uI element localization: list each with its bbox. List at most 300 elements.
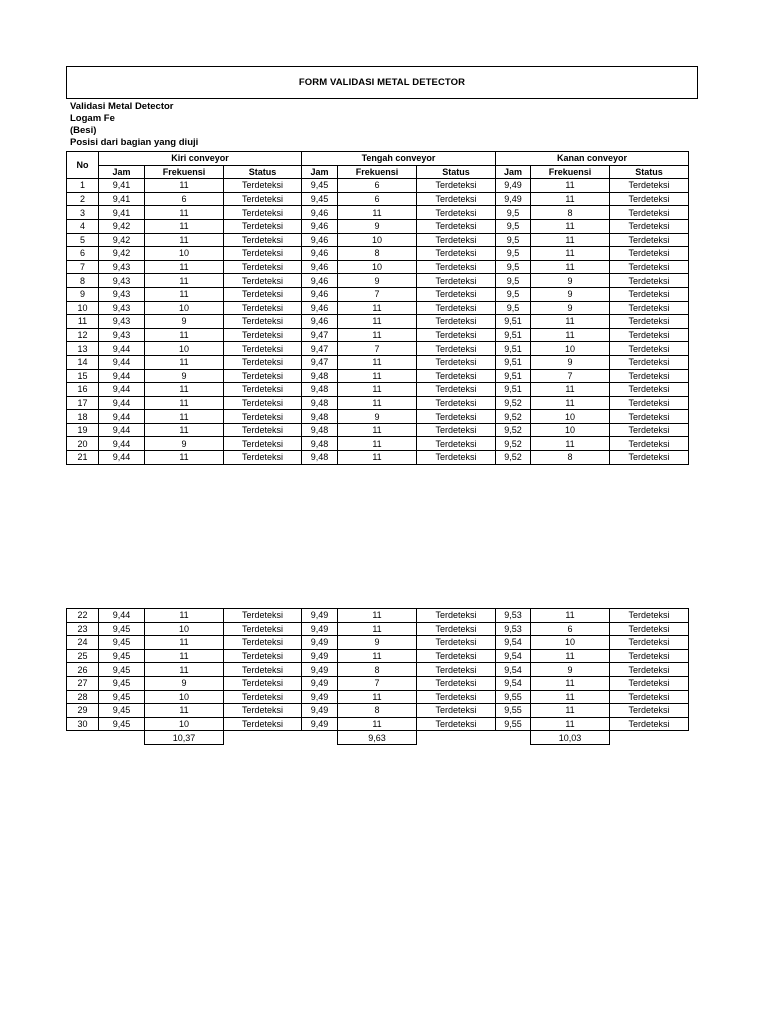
cell-status-kanan: Terdeteksi bbox=[610, 315, 689, 329]
cell-status-kanan: Terdeteksi bbox=[610, 219, 689, 233]
cell-frekuensi-kiri: 10 bbox=[145, 717, 224, 731]
cell-frekuensi-tengah: 11 bbox=[338, 423, 417, 437]
cell-jam-kiri: 9,43 bbox=[99, 287, 145, 301]
cell-status-kanan: Terdeteksi bbox=[610, 410, 689, 424]
cell-no: 3 bbox=[67, 206, 99, 220]
cell-status-kiri: Terdeteksi bbox=[224, 717, 302, 731]
cell-status-tengah: Terdeteksi bbox=[417, 704, 496, 718]
cell-jam-tengah: 9,49 bbox=[302, 609, 338, 623]
cell-frekuensi-tengah: 11 bbox=[338, 609, 417, 623]
table-row bbox=[67, 437, 689, 451]
cell-frekuensi-kiri: 11 bbox=[145, 274, 224, 288]
header-jam: Jam bbox=[302, 165, 338, 179]
cell-jam-kiri: 9,45 bbox=[99, 704, 145, 718]
cell-no: 27 bbox=[67, 676, 99, 690]
cell-frekuensi-kiri: 11 bbox=[145, 355, 224, 369]
cell-jam-tengah: 9,49 bbox=[302, 649, 338, 663]
cell-status-kanan: Terdeteksi bbox=[610, 328, 689, 342]
cell-status-kiri: Terdeteksi bbox=[224, 649, 302, 663]
cell-jam-kiri: 9,45 bbox=[99, 649, 145, 663]
table-row bbox=[67, 260, 689, 274]
header-status: Status bbox=[417, 165, 496, 179]
cell-jam-kanan: 9,51 bbox=[496, 315, 531, 329]
cell-status-kanan: Terdeteksi bbox=[610, 437, 689, 451]
cell-status-kiri: Terdeteksi bbox=[224, 423, 302, 437]
cell-no: 23 bbox=[67, 622, 99, 636]
cell-frekuensi-kanan: 11 bbox=[531, 328, 610, 342]
cell-jam-tengah: 9,48 bbox=[302, 451, 338, 465]
cell-frekuensi-tengah: 11 bbox=[338, 451, 417, 465]
cell-frekuensi-kiri: 10 bbox=[145, 301, 224, 315]
cell-status-tengah: Terdeteksi bbox=[417, 328, 496, 342]
cell-frekuensi-kanan: 11 bbox=[531, 609, 610, 623]
cell-jam-kiri: 9,43 bbox=[99, 260, 145, 274]
cell-jam-kiri: 9,41 bbox=[99, 192, 145, 206]
cell-status-tengah: Terdeteksi bbox=[417, 451, 496, 465]
cell-status-kanan: Terdeteksi bbox=[610, 247, 689, 261]
cell-frekuensi-kiri: 11 bbox=[145, 260, 224, 274]
cell-frekuensi-tengah: 7 bbox=[338, 287, 417, 301]
cell-status-kiri: Terdeteksi bbox=[224, 636, 302, 650]
cell-jam-kiri: 9,45 bbox=[99, 663, 145, 677]
cell-status-tengah: Terdeteksi bbox=[417, 287, 496, 301]
cell-status-kanan: Terdeteksi bbox=[610, 260, 689, 274]
cell-jam-kiri: 9,45 bbox=[99, 717, 145, 731]
table-row bbox=[67, 423, 689, 437]
cell-frekuensi-kanan: 10 bbox=[531, 410, 610, 424]
cell-status-tengah: Terdeteksi bbox=[417, 260, 496, 274]
cell-frekuensi-tengah: 11 bbox=[338, 301, 417, 315]
cell-frekuensi-kiri: 11 bbox=[145, 206, 224, 220]
cell-status-tengah: Terdeteksi bbox=[417, 636, 496, 650]
cell-jam-tengah: 9,46 bbox=[302, 287, 338, 301]
table-row bbox=[67, 192, 689, 206]
cell-jam-kiri: 9,44 bbox=[99, 369, 145, 383]
meta-line-3: (Besi) bbox=[70, 125, 97, 136]
cell-no: 8 bbox=[67, 274, 99, 288]
cell-jam-kanan: 9,51 bbox=[496, 328, 531, 342]
cell-frekuensi-kanan: 10 bbox=[531, 636, 610, 650]
cell-status-kanan: Terdeteksi bbox=[610, 301, 689, 315]
cell-status-kiri: Terdeteksi bbox=[224, 622, 302, 636]
cell-frekuensi-tengah: 6 bbox=[338, 192, 417, 206]
form-title: FORM VALIDASI METAL DETECTOR bbox=[66, 66, 698, 99]
validation-table-continued bbox=[66, 608, 689, 745]
cell-jam-kiri: 9,44 bbox=[99, 423, 145, 437]
cell-status-kanan: Terdeteksi bbox=[610, 676, 689, 690]
cell-status-kiri: Terdeteksi bbox=[224, 383, 302, 397]
cell-frekuensi-tengah: 9 bbox=[338, 274, 417, 288]
cell-status-tengah: Terdeteksi bbox=[417, 206, 496, 220]
cell-jam-kanan: 9,52 bbox=[496, 410, 531, 424]
cell-jam-kiri: 9,45 bbox=[99, 690, 145, 704]
validation-table bbox=[66, 151, 689, 465]
cell-status-kanan: Terdeteksi bbox=[610, 690, 689, 704]
cell-jam-kiri: 9,42 bbox=[99, 219, 145, 233]
cell-frekuensi-tengah: 10 bbox=[338, 260, 417, 274]
cell-no: 17 bbox=[67, 396, 99, 410]
cell-status-kanan: Terdeteksi bbox=[610, 274, 689, 288]
cell-frekuensi-kanan: 11 bbox=[531, 717, 610, 731]
table-row bbox=[67, 649, 689, 663]
cell-frekuensi-tengah: 7 bbox=[338, 342, 417, 356]
cell-frekuensi-tengah: 11 bbox=[338, 355, 417, 369]
cell-jam-tengah: 9,48 bbox=[302, 423, 338, 437]
cell-jam-tengah: 9,49 bbox=[302, 704, 338, 718]
cell-jam-tengah: 9,49 bbox=[302, 676, 338, 690]
cell-status-kanan: Terdeteksi bbox=[610, 609, 689, 623]
cell-status-kanan: Terdeteksi bbox=[610, 179, 689, 193]
cell-frekuensi-kiri: 11 bbox=[145, 636, 224, 650]
cell-status-kanan: Terdeteksi bbox=[610, 383, 689, 397]
cell-frekuensi-kiri: 9 bbox=[145, 369, 224, 383]
cell-frekuensi-kanan: 11 bbox=[531, 437, 610, 451]
cell-frekuensi-tengah: 8 bbox=[338, 704, 417, 718]
cell-status-kiri: Terdeteksi bbox=[224, 609, 302, 623]
cell-jam-tengah: 9,46 bbox=[302, 301, 338, 315]
cell-frekuensi-kiri: 10 bbox=[145, 247, 224, 261]
cell-status-tengah: Terdeteksi bbox=[417, 383, 496, 397]
cell-no: 7 bbox=[67, 260, 99, 274]
cell-no: 5 bbox=[67, 233, 99, 247]
cell-jam-kanan: 9,51 bbox=[496, 369, 531, 383]
table-row bbox=[67, 233, 689, 247]
average-tengah: 9,63 bbox=[338, 731, 417, 745]
cell-no: 12 bbox=[67, 328, 99, 342]
cell-frekuensi-kanan: 9 bbox=[531, 287, 610, 301]
table-row bbox=[67, 301, 689, 315]
cell-frekuensi-kiri: 6 bbox=[145, 192, 224, 206]
cell-status-tengah: Terdeteksi bbox=[417, 179, 496, 193]
cell-jam-kanan: 9,54 bbox=[496, 649, 531, 663]
table-row bbox=[67, 247, 689, 261]
cell-status-kanan: Terdeteksi bbox=[610, 206, 689, 220]
cell-jam-kanan: 9,54 bbox=[496, 636, 531, 650]
cell-status-tengah: Terdeteksi bbox=[417, 717, 496, 731]
cell-jam-kiri: 9,41 bbox=[99, 179, 145, 193]
cell-jam-tengah: 9,46 bbox=[302, 315, 338, 329]
cell-frekuensi-kanan: 8 bbox=[531, 206, 610, 220]
cell-no: 16 bbox=[67, 383, 99, 397]
header-tengah-conveyor: Tengah conveyor bbox=[302, 152, 496, 166]
cell-status-kiri: Terdeteksi bbox=[224, 451, 302, 465]
cell-no: 11 bbox=[67, 315, 99, 329]
cell-status-tengah: Terdeteksi bbox=[417, 247, 496, 261]
table-row bbox=[67, 274, 689, 288]
table-row bbox=[67, 179, 689, 193]
cell-jam-kiri: 9,44 bbox=[99, 355, 145, 369]
cell-frekuensi-kiri: 10 bbox=[145, 342, 224, 356]
cell-no: 22 bbox=[67, 609, 99, 623]
cell-status-tengah: Terdeteksi bbox=[417, 423, 496, 437]
cell-frekuensi-kanan: 7 bbox=[531, 369, 610, 383]
cell-no: 9 bbox=[67, 287, 99, 301]
cell-jam-tengah: 9,46 bbox=[302, 206, 338, 220]
cell-status-kiri: Terdeteksi bbox=[224, 179, 302, 193]
cell-jam-kanan: 9,49 bbox=[496, 179, 531, 193]
cell-frekuensi-kanan: 11 bbox=[531, 704, 610, 718]
cell-frekuensi-kiri: 11 bbox=[145, 287, 224, 301]
table-row bbox=[67, 663, 689, 677]
cell-frekuensi-tengah: 11 bbox=[338, 649, 417, 663]
cell-jam-kanan: 9,5 bbox=[496, 287, 531, 301]
cell-jam-kanan: 9,49 bbox=[496, 192, 531, 206]
cell-status-tengah: Terdeteksi bbox=[417, 622, 496, 636]
cell-status-tengah: Terdeteksi bbox=[417, 219, 496, 233]
cell-jam-kiri: 9,43 bbox=[99, 315, 145, 329]
cell-frekuensi-tengah: 11 bbox=[338, 690, 417, 704]
cell-frekuensi-tengah: 11 bbox=[338, 383, 417, 397]
cell-status-kanan: Terdeteksi bbox=[610, 369, 689, 383]
cell-no: 2 bbox=[67, 192, 99, 206]
cell-jam-tengah: 9,49 bbox=[302, 622, 338, 636]
cell-frekuensi-tengah: 11 bbox=[338, 622, 417, 636]
cell-jam-kanan: 9,52 bbox=[496, 396, 531, 410]
cell-frekuensi-kiri: 11 bbox=[145, 219, 224, 233]
cell-status-tengah: Terdeteksi bbox=[417, 192, 496, 206]
cell-no: 20 bbox=[67, 437, 99, 451]
blank-cell bbox=[496, 731, 531, 745]
cell-jam-tengah: 9,48 bbox=[302, 396, 338, 410]
header-status: Status bbox=[610, 165, 689, 179]
cell-frekuensi-kiri: 9 bbox=[145, 315, 224, 329]
cell-frekuensi-tengah: 9 bbox=[338, 219, 417, 233]
table-row bbox=[67, 219, 689, 233]
cell-jam-kiri: 9,44 bbox=[99, 410, 145, 424]
cell-frekuensi-kiri: 11 bbox=[145, 396, 224, 410]
cell-no: 1 bbox=[67, 179, 99, 193]
cell-no: 28 bbox=[67, 690, 99, 704]
cell-jam-tengah: 9,49 bbox=[302, 636, 338, 650]
cell-frekuensi-tengah: 7 bbox=[338, 676, 417, 690]
blank-cell bbox=[417, 731, 496, 745]
cell-status-kanan: Terdeteksi bbox=[610, 622, 689, 636]
cell-jam-tengah: 9,46 bbox=[302, 260, 338, 274]
cell-status-tengah: Terdeteksi bbox=[417, 315, 496, 329]
cell-jam-kiri: 9,43 bbox=[99, 301, 145, 315]
cell-frekuensi-tengah: 6 bbox=[338, 179, 417, 193]
cell-status-kiri: Terdeteksi bbox=[224, 260, 302, 274]
cell-frekuensi-kiri: 11 bbox=[145, 383, 224, 397]
header-row-groups bbox=[67, 152, 689, 166]
cell-frekuensi-kiri: 11 bbox=[145, 649, 224, 663]
cell-jam-tengah: 9,48 bbox=[302, 369, 338, 383]
cell-no: 18 bbox=[67, 410, 99, 424]
table-row bbox=[67, 676, 689, 690]
cell-frekuensi-kanan: 11 bbox=[531, 383, 610, 397]
table-row bbox=[67, 342, 689, 356]
cell-status-tengah: Terdeteksi bbox=[417, 690, 496, 704]
cell-jam-kanan: 9,5 bbox=[496, 219, 531, 233]
header-row-columns bbox=[67, 165, 689, 179]
table-row bbox=[67, 622, 689, 636]
cell-jam-kanan: 9,52 bbox=[496, 437, 531, 451]
cell-frekuensi-tengah: 11 bbox=[338, 328, 417, 342]
cell-status-kiri: Terdeteksi bbox=[224, 328, 302, 342]
cell-frekuensi-kiri: 11 bbox=[145, 410, 224, 424]
cell-frekuensi-kiri: 9 bbox=[145, 437, 224, 451]
average-kanan: 10,03 bbox=[531, 731, 610, 745]
cell-status-tengah: Terdeteksi bbox=[417, 396, 496, 410]
cell-status-kiri: Terdeteksi bbox=[224, 247, 302, 261]
cell-frekuensi-kanan: 11 bbox=[531, 260, 610, 274]
cell-frekuensi-kiri: 10 bbox=[145, 690, 224, 704]
meta-line-1: Validasi Metal Detector bbox=[70, 101, 174, 112]
blank-cell bbox=[99, 731, 145, 745]
cell-frekuensi-kanan: 11 bbox=[531, 247, 610, 261]
cell-no: 15 bbox=[67, 369, 99, 383]
average-row bbox=[67, 731, 689, 745]
cell-status-tengah: Terdeteksi bbox=[417, 437, 496, 451]
table-row bbox=[67, 315, 689, 329]
blank-cell bbox=[67, 731, 99, 745]
cell-status-kiri: Terdeteksi bbox=[224, 274, 302, 288]
cell-status-kiri: Terdeteksi bbox=[224, 315, 302, 329]
cell-jam-tengah: 9,45 bbox=[302, 179, 338, 193]
cell-frekuensi-kiri: 11 bbox=[145, 663, 224, 677]
cell-status-kiri: Terdeteksi bbox=[224, 676, 302, 690]
cell-frekuensi-kanan: 8 bbox=[531, 451, 610, 465]
table-row bbox=[67, 355, 689, 369]
cell-jam-kanan: 9,55 bbox=[496, 690, 531, 704]
cell-status-tengah: Terdeteksi bbox=[417, 676, 496, 690]
cell-jam-kanan: 9,5 bbox=[496, 233, 531, 247]
cell-status-kiri: Terdeteksi bbox=[224, 355, 302, 369]
cell-status-kanan: Terdeteksi bbox=[610, 342, 689, 356]
cell-frekuensi-kanan: 11 bbox=[531, 690, 610, 704]
header-frekuensi: Frekuensi bbox=[338, 165, 417, 179]
cell-frekuensi-tengah: 8 bbox=[338, 247, 417, 261]
cell-jam-tengah: 9,46 bbox=[302, 233, 338, 247]
cell-status-kiri: Terdeteksi bbox=[224, 410, 302, 424]
cell-frekuensi-tengah: 11 bbox=[338, 315, 417, 329]
table-row bbox=[67, 704, 689, 718]
cell-no: 29 bbox=[67, 704, 99, 718]
cell-frekuensi-tengah: 11 bbox=[338, 396, 417, 410]
cell-status-tengah: Terdeteksi bbox=[417, 274, 496, 288]
cell-status-kanan: Terdeteksi bbox=[610, 636, 689, 650]
cell-jam-kiri: 9,42 bbox=[99, 233, 145, 247]
cell-jam-tengah: 9,47 bbox=[302, 328, 338, 342]
cell-status-kiri: Terdeteksi bbox=[224, 663, 302, 677]
cell-no: 19 bbox=[67, 423, 99, 437]
cell-frekuensi-kiri: 11 bbox=[145, 609, 224, 623]
cell-jam-tengah: 9,48 bbox=[302, 383, 338, 397]
table-row bbox=[67, 206, 689, 220]
cell-jam-kanan: 9,51 bbox=[496, 383, 531, 397]
cell-status-tengah: Terdeteksi bbox=[417, 233, 496, 247]
cell-jam-kanan: 9,52 bbox=[496, 423, 531, 437]
cell-jam-kanan: 9,5 bbox=[496, 247, 531, 261]
cell-frekuensi-kiri: 11 bbox=[145, 451, 224, 465]
cell-jam-kanan: 9,5 bbox=[496, 206, 531, 220]
cell-frekuensi-tengah: 8 bbox=[338, 663, 417, 677]
cell-status-kanan: Terdeteksi bbox=[610, 717, 689, 731]
cell-jam-tengah: 9,48 bbox=[302, 437, 338, 451]
cell-no: 6 bbox=[67, 247, 99, 261]
cell-status-kiri: Terdeteksi bbox=[224, 396, 302, 410]
cell-jam-kiri: 9,44 bbox=[99, 609, 145, 623]
cell-jam-kiri: 9,43 bbox=[99, 328, 145, 342]
cell-jam-tengah: 9,47 bbox=[302, 342, 338, 356]
cell-jam-tengah: 9,46 bbox=[302, 247, 338, 261]
cell-jam-kiri: 9,44 bbox=[99, 342, 145, 356]
cell-status-kiri: Terdeteksi bbox=[224, 206, 302, 220]
blank-cell bbox=[610, 731, 689, 745]
cell-status-kanan: Terdeteksi bbox=[610, 663, 689, 677]
cell-status-kiri: Terdeteksi bbox=[224, 342, 302, 356]
cell-jam-kanan: 9,5 bbox=[496, 260, 531, 274]
table-row bbox=[67, 287, 689, 301]
cell-status-kiri: Terdeteksi bbox=[224, 690, 302, 704]
cell-jam-kanan: 9,51 bbox=[496, 342, 531, 356]
cell-status-kiri: Terdeteksi bbox=[224, 233, 302, 247]
cell-jam-kanan: 9,5 bbox=[496, 274, 531, 288]
cell-frekuensi-kanan: 11 bbox=[531, 192, 610, 206]
cell-no: 10 bbox=[67, 301, 99, 315]
cell-no: 14 bbox=[67, 355, 99, 369]
cell-jam-kanan: 9,51 bbox=[496, 355, 531, 369]
cell-status-kiri: Terdeteksi bbox=[224, 704, 302, 718]
cell-no: 13 bbox=[67, 342, 99, 356]
cell-status-kiri: Terdeteksi bbox=[224, 192, 302, 206]
blank-cell bbox=[224, 731, 302, 745]
cell-jam-kanan: 9,52 bbox=[496, 451, 531, 465]
cell-jam-kiri: 9,45 bbox=[99, 622, 145, 636]
cell-frekuensi-kiri: 10 bbox=[145, 622, 224, 636]
average-kiri: 10,37 bbox=[145, 731, 224, 745]
cell-frekuensi-kiri: 11 bbox=[145, 704, 224, 718]
table-row bbox=[67, 410, 689, 424]
cell-jam-kanan: 9,55 bbox=[496, 717, 531, 731]
cell-jam-kiri: 9,44 bbox=[99, 437, 145, 451]
header-jam: Jam bbox=[99, 165, 145, 179]
cell-frekuensi-tengah: 9 bbox=[338, 410, 417, 424]
header-frekuensi: Frekuensi bbox=[145, 165, 224, 179]
cell-frekuensi-kanan: 11 bbox=[531, 396, 610, 410]
cell-jam-tengah: 9,47 bbox=[302, 355, 338, 369]
cell-status-kanan: Terdeteksi bbox=[610, 423, 689, 437]
table-row bbox=[67, 396, 689, 410]
cell-jam-kiri: 9,44 bbox=[99, 383, 145, 397]
cell-jam-kiri: 9,42 bbox=[99, 247, 145, 261]
cell-jam-kanan: 9,54 bbox=[496, 676, 531, 690]
cell-frekuensi-kanan: 11 bbox=[531, 179, 610, 193]
meta-line-4: Posisi dari bagian yang diuji bbox=[70, 137, 199, 148]
cell-frekuensi-kanan: 11 bbox=[531, 233, 610, 247]
cell-frekuensi-tengah: 11 bbox=[338, 206, 417, 220]
cell-jam-tengah: 9,45 bbox=[302, 192, 338, 206]
cell-status-tengah: Terdeteksi bbox=[417, 301, 496, 315]
cell-jam-kanan: 9,53 bbox=[496, 622, 531, 636]
cell-status-kanan: Terdeteksi bbox=[610, 287, 689, 301]
table-row bbox=[67, 383, 689, 397]
cell-status-kiri: Terdeteksi bbox=[224, 369, 302, 383]
cell-status-kanan: Terdeteksi bbox=[610, 396, 689, 410]
cell-jam-kiri: 9,43 bbox=[99, 274, 145, 288]
cell-frekuensi-kanan: 10 bbox=[531, 423, 610, 437]
cell-frekuensi-kiri: 11 bbox=[145, 233, 224, 247]
cell-jam-kanan: 9,53 bbox=[496, 609, 531, 623]
header-status: Status bbox=[224, 165, 302, 179]
header-kanan-conveyor: Kanan conveyor bbox=[496, 152, 689, 166]
header-frekuensi: Frekuensi bbox=[531, 165, 610, 179]
cell-frekuensi-kanan: 11 bbox=[531, 649, 610, 663]
table-row bbox=[67, 451, 689, 465]
table-row bbox=[67, 328, 689, 342]
cell-status-kanan: Terdeteksi bbox=[610, 451, 689, 465]
cell-frekuensi-kiri: 11 bbox=[145, 179, 224, 193]
